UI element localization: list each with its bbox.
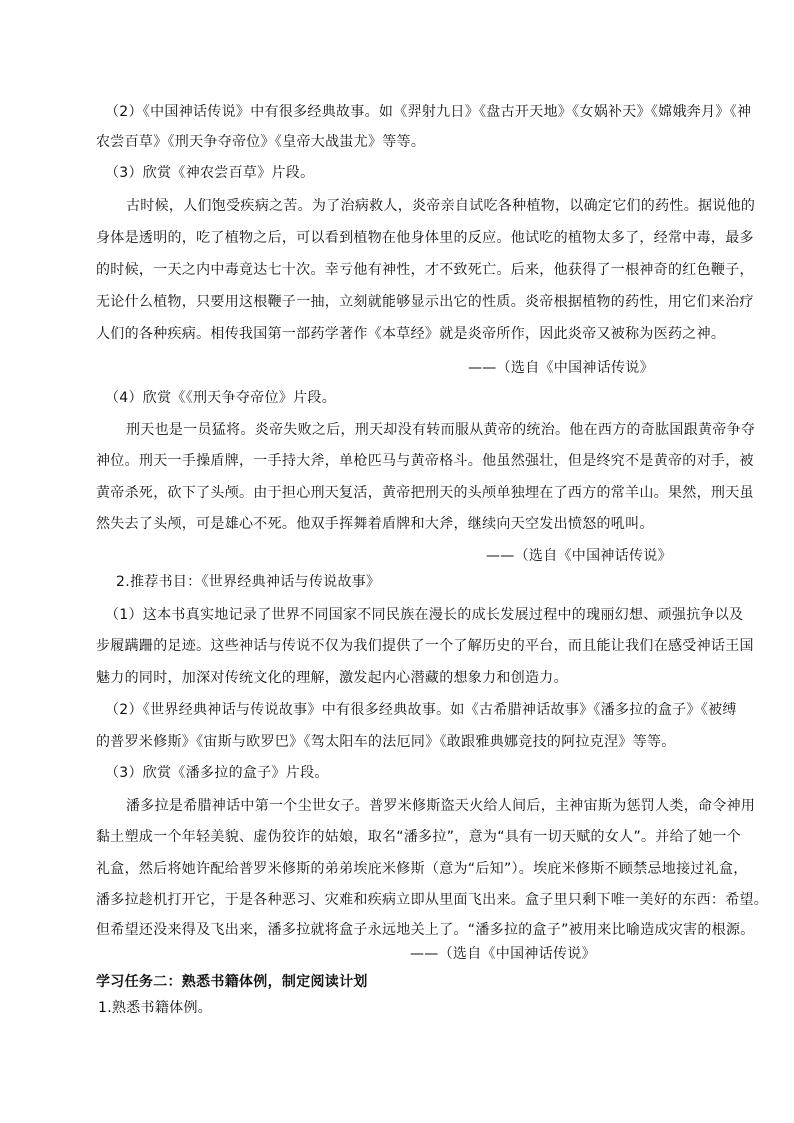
excerpt3-line: 礼盒，然后将她许配给普罗米修斯的弟弟埃庇米修斯（意为“后知”）。埃庇米修斯不顾禁忌地接过礼盒， [96,861,748,877]
recommended-book-heading: 2.推荐书目：《世界经典神话与传说故事》 [116,574,381,590]
item2-paragraph-line2: 农尝百草》《刑天争夺帝位》《皇帝大战蚩尤》等等。 [96,134,426,150]
excerpt3-source: ——（选自《中国神话传说》 [410,946,596,962]
excerpt1-source: ——（选自《中国神话传说》 [468,360,654,376]
excerpt2-line: 刑天也是一员猛将。炎帝失败之后，刑天却没有转而服从黄帝的统治。他在西方的奇肱国跟黄帝争夺 [126,422,756,438]
excerpt1-line: 的时候，一天之内中毒竟达七十次。幸亏他有神性，才不致死亡。后来，他获得了一根神奇的红色鞭子， [96,262,754,278]
book-item2-line1: （2）《世界经典神话与传说故事》中有很多经典故事。如《古希腊神话故事》《潘多拉的盒子》《被缚 [105,702,737,718]
task2-item1: 1.熟悉书籍体例。 [98,1000,213,1016]
excerpt3-line: 潘多拉趁机打开它，于是各种恶习、灾难和疾病立即从里面飞出来。盒子里只剩下唯一美好的东西：希望。 [96,892,769,908]
book-intro-line: 魅力的同时，加深对传统文化的理解，激发起内心潜藏的想象力和创造力。 [96,670,568,686]
excerpt2-line: 神位。刑天一手操盾牌，一手持大斧，单枪匹马与黄帝格斗。他虽然强壮，但是终究不是黄帝的对手，被 [96,453,754,469]
task2-heading: 学习任务二：熟悉书籍体例，制定阅读计划 [96,974,368,990]
book-intro-line: 步履蹒跚的足迹。这些神话与传说不仅为我们提供了一个了解历史的平台，而且能让我们在感受神话王国 [96,638,754,654]
book-intro-line: （1）这本书真实地记录了世界不同国家不同民族在漫长的成长发展过程中的瑰丽幻想、顽强抗争以及 [105,607,744,623]
item4-heading: （4）欣赏《《刑天争夺帝位》片段。 [105,390,337,406]
item3-heading: （3）欣赏《神农尝百草》片段。 [105,165,315,181]
item2-paragraph-line1: （2）《中国神话传说》中有很多经典故事。如《羿射九日》《盘古开天地》《女娲补天》《嫦娥奔月》《神 [105,104,752,120]
excerpt1-line: 无论什么植物，只要用这根鞭子一抽，立刻就能够显示出它的性质。炎帝根据植物的药性，用它们来治疗 [96,294,754,310]
excerpt2-line: 然失去了头颅，可是雄心不死。他双手挥舞着盾牌和大斧，继续向天空发出愤怒的吼叫。 [96,516,654,532]
book-item2-line2: 的普罗米修斯》《宙斯与欧罗巴》《驾太阳车的法厄同》《敢跟雅典娜竞技的阿拉克涅》等等。 [96,734,676,750]
excerpt3-line: 潘多拉是希腊神话中第一个尘世女子。普罗米修斯盗天火给人间后，主神宙斯为惩罚人类，命令神用 [126,798,756,814]
excerpt1-line: 身体是透明的，吃了植物之后，可以看到植物在他身体里的反应。他试吃的植物太多了，经常中毒，最多 [96,230,754,246]
excerpt3-line: 但希望还没来得及飞出来，潘多拉就将盒子永远地关上了。“潘多拉的盒子”被用来比喻造成灾害的根源。 [96,922,755,938]
excerpt1-line: 古时候，人们饱受疾病之苦。为了治病救人，炎帝亲自试吃各种植物，以确定它们的药性。据说他的 [126,198,756,214]
excerpt1-line: 人们的各种疾病。相传我国第一部药学著作《本草经》就是炎帝所作，因此炎帝又被称为医药之神。 [96,326,726,342]
excerpt2-source: ——（选自《中国神话传说》 [486,548,672,564]
book-item3-heading: （3）欣赏《潘多拉的盒子》片段。 [105,765,329,781]
excerpt2-line: 黄帝杀死，砍下了头颅。由于担心刑天复活，黄帝把刑天的头颅单独埋在了西方的常羊山。果然，刑天虽 [96,485,754,501]
excerpt3-line: 黏土塑成一个年轻美貌、虚伪狡诈的姑娘，取名“潘多拉”，意为“具有一切天赋的女人”。并给了她一个 [96,829,742,845]
